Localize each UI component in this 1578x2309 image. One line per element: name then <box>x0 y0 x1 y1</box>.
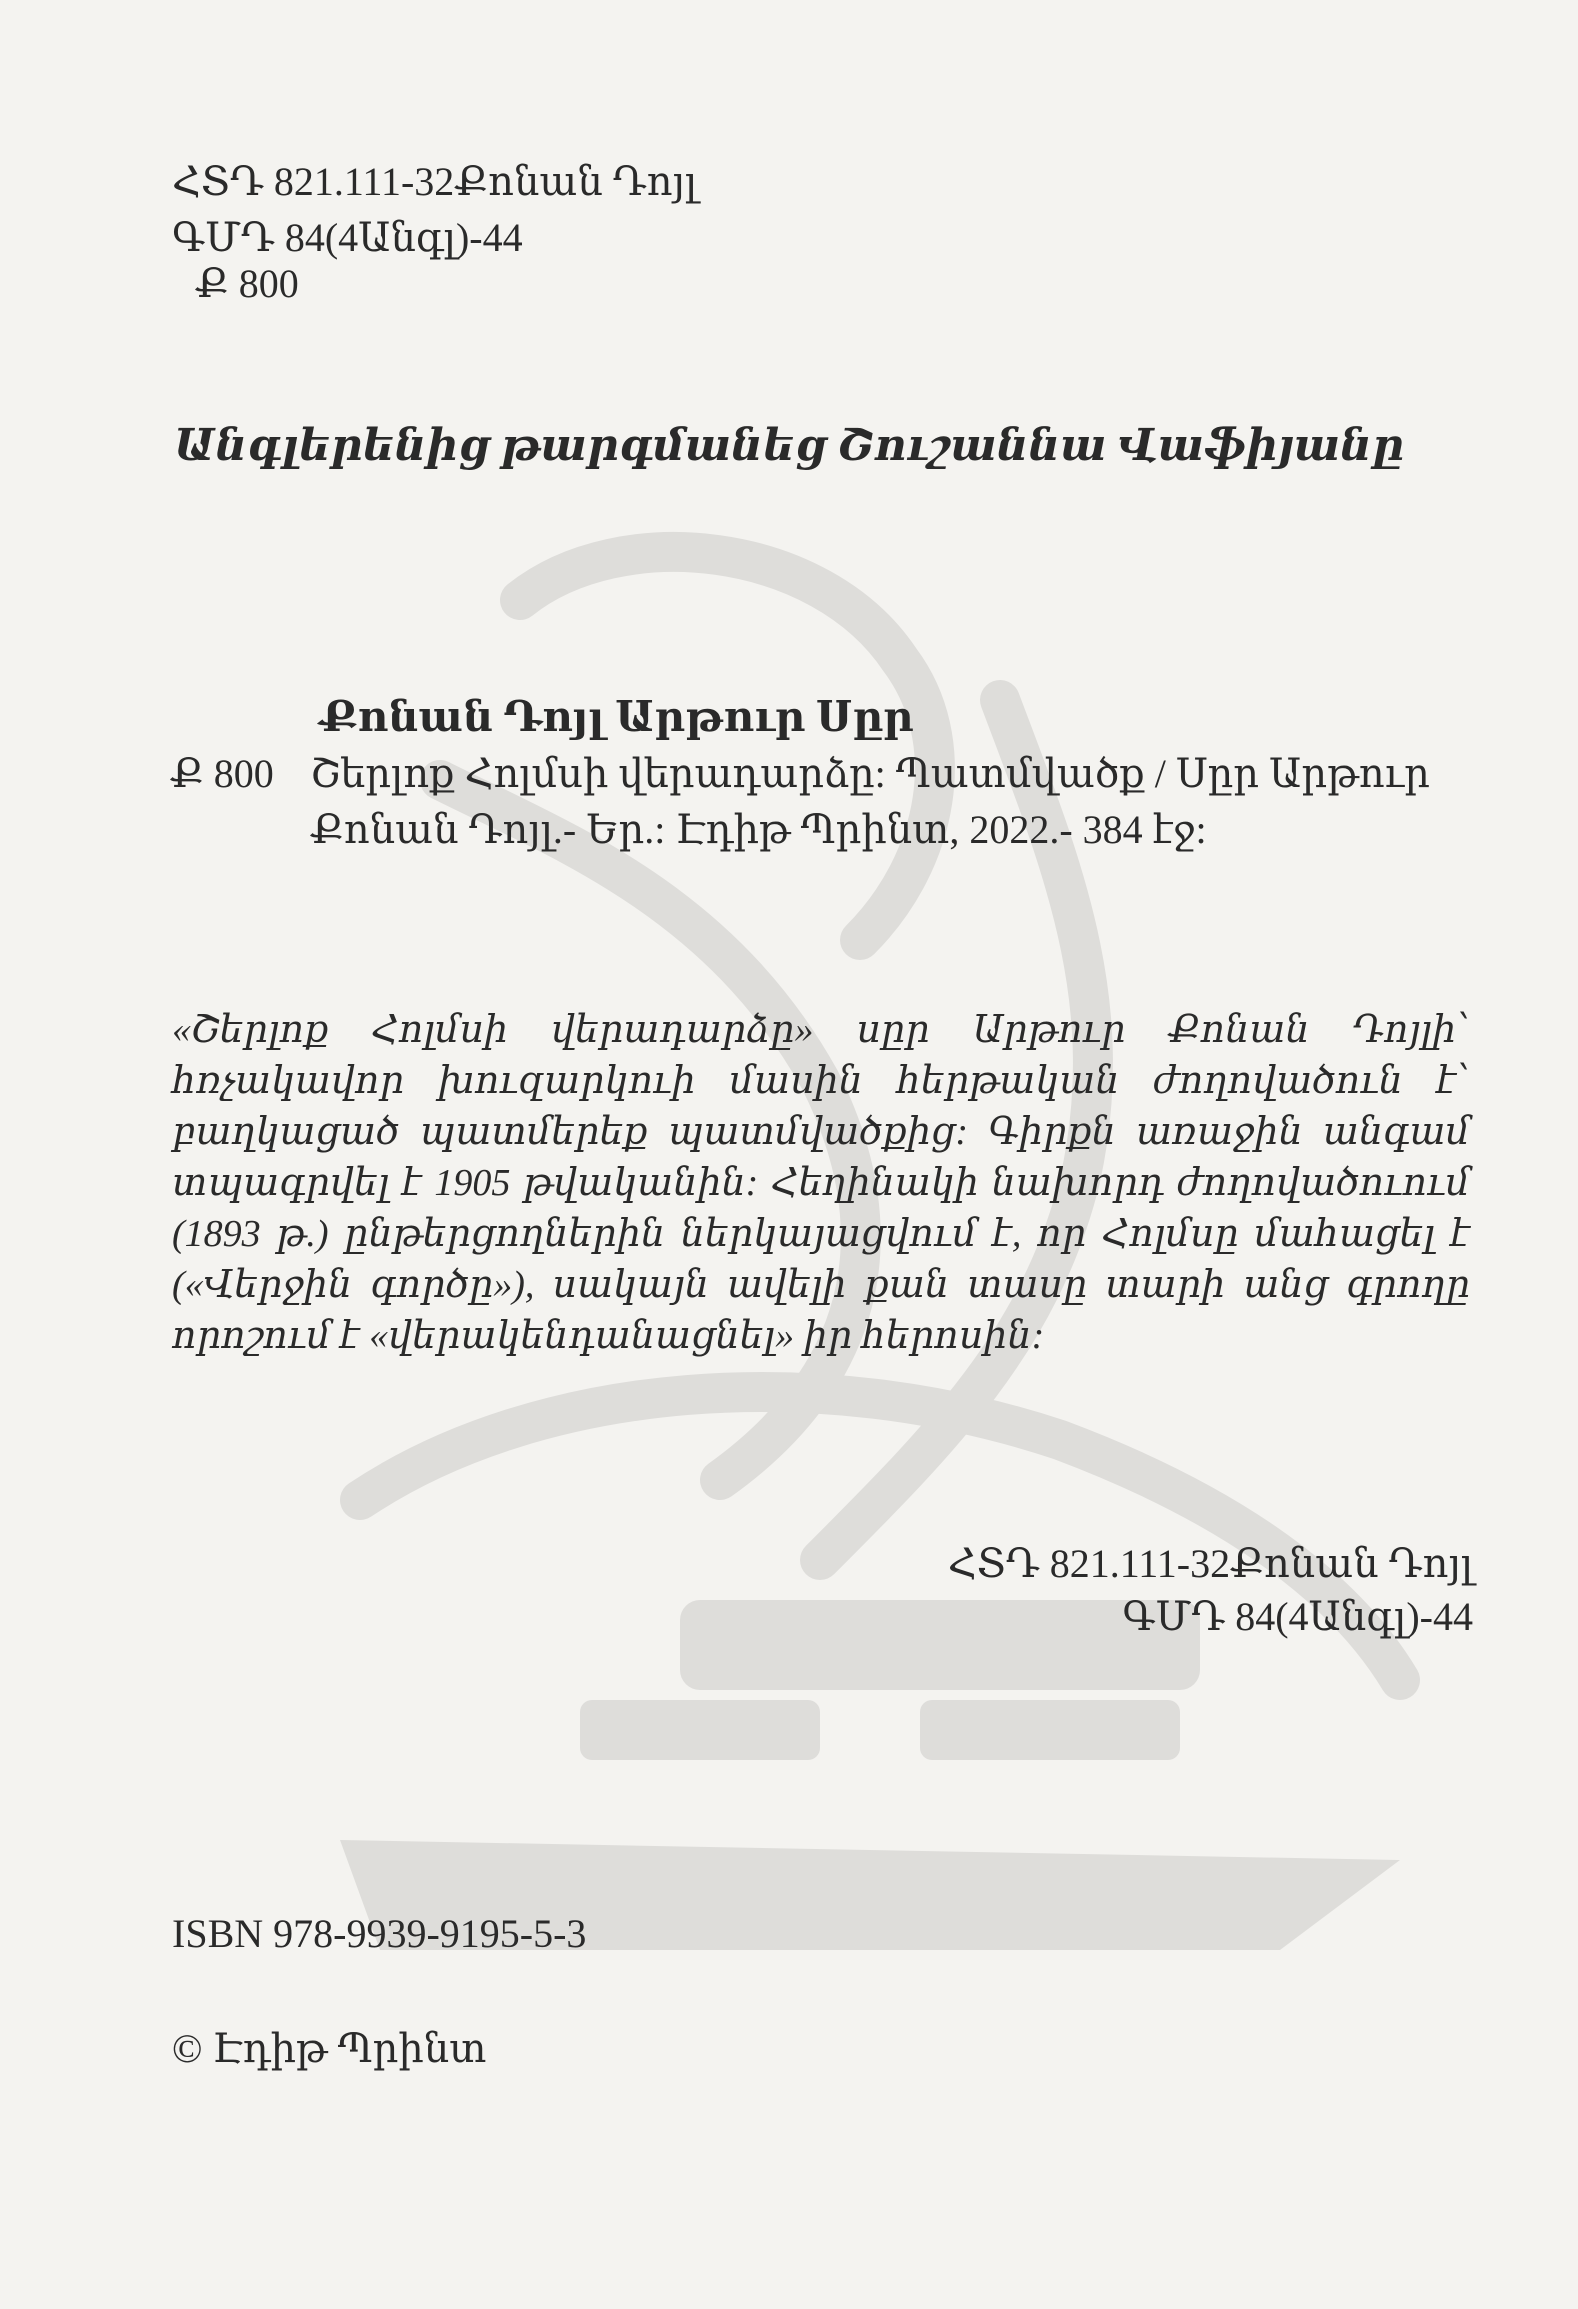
bibliographic-entry-line2: Քոնան Դոյլ.- Եր.: Էդիթ Պրինտ, 2022.- 384 էջ: <box>310 807 1207 852</box>
bbk-code-bottom: ԳՄԴ 84(4Անգլ)-44 <box>1122 1594 1473 1639</box>
udc-code-top: ՀՏԴ 821.111-32Քոնան Դոյլ <box>172 159 698 204</box>
bibliographic-entry-line1 <box>170 750 1430 797</box>
bibliographic-title: Շերլոք Հոլմսի վերադարձը: Պատմվածք / Սըր Արթուր <box>310 751 1430 796</box>
author-sign-top: Ք 800 <box>195 261 299 306</box>
bibliographic-code: Ք 800 <box>170 751 274 796</box>
annotation-paragraph: «Շերլոք Հոլմսի վերադարձը» սըր Արթուր Քոնան Դոյլի՝ հռչակավոր խուզարկուի մասին հերթական ժողովածուն է՝ բաղկացած պատմերեք պատմվածքից: Գիրքն առաջին անգամ տպագրվել է 1905 թվականին: Հեղինակի նախորդ ժողովածուում (1893 թ.) ընթերցողներին ներկայացվում է, որ Հոլմսը մահացել է («Վերջին գործը»), սակայն ավելի քան տասը տարի անց գրողը որոշում է «վերակենդանացնել» իր հերոսին: <box>172 1009 1470 1357</box>
isbn: ISBN 978-9939-9195-5-3 <box>172 1911 587 1956</box>
udc-code-bottom: ՀՏԴ 821.111-32Քոնան Դոյլ <box>947 1541 1473 1586</box>
bbk-code-top: ԳՄԴ 84(4Անգլ)-44 <box>172 215 523 260</box>
copyright: © Էդիթ Պրինտ <box>172 2026 487 2071</box>
translator-credit: Անգլերենից թարգմանեց Շուշաննա Վաֆիյանը <box>173 421 1405 470</box>
author-heading: Քոնան Դոյլ Արթուր Սըր <box>320 695 914 741</box>
